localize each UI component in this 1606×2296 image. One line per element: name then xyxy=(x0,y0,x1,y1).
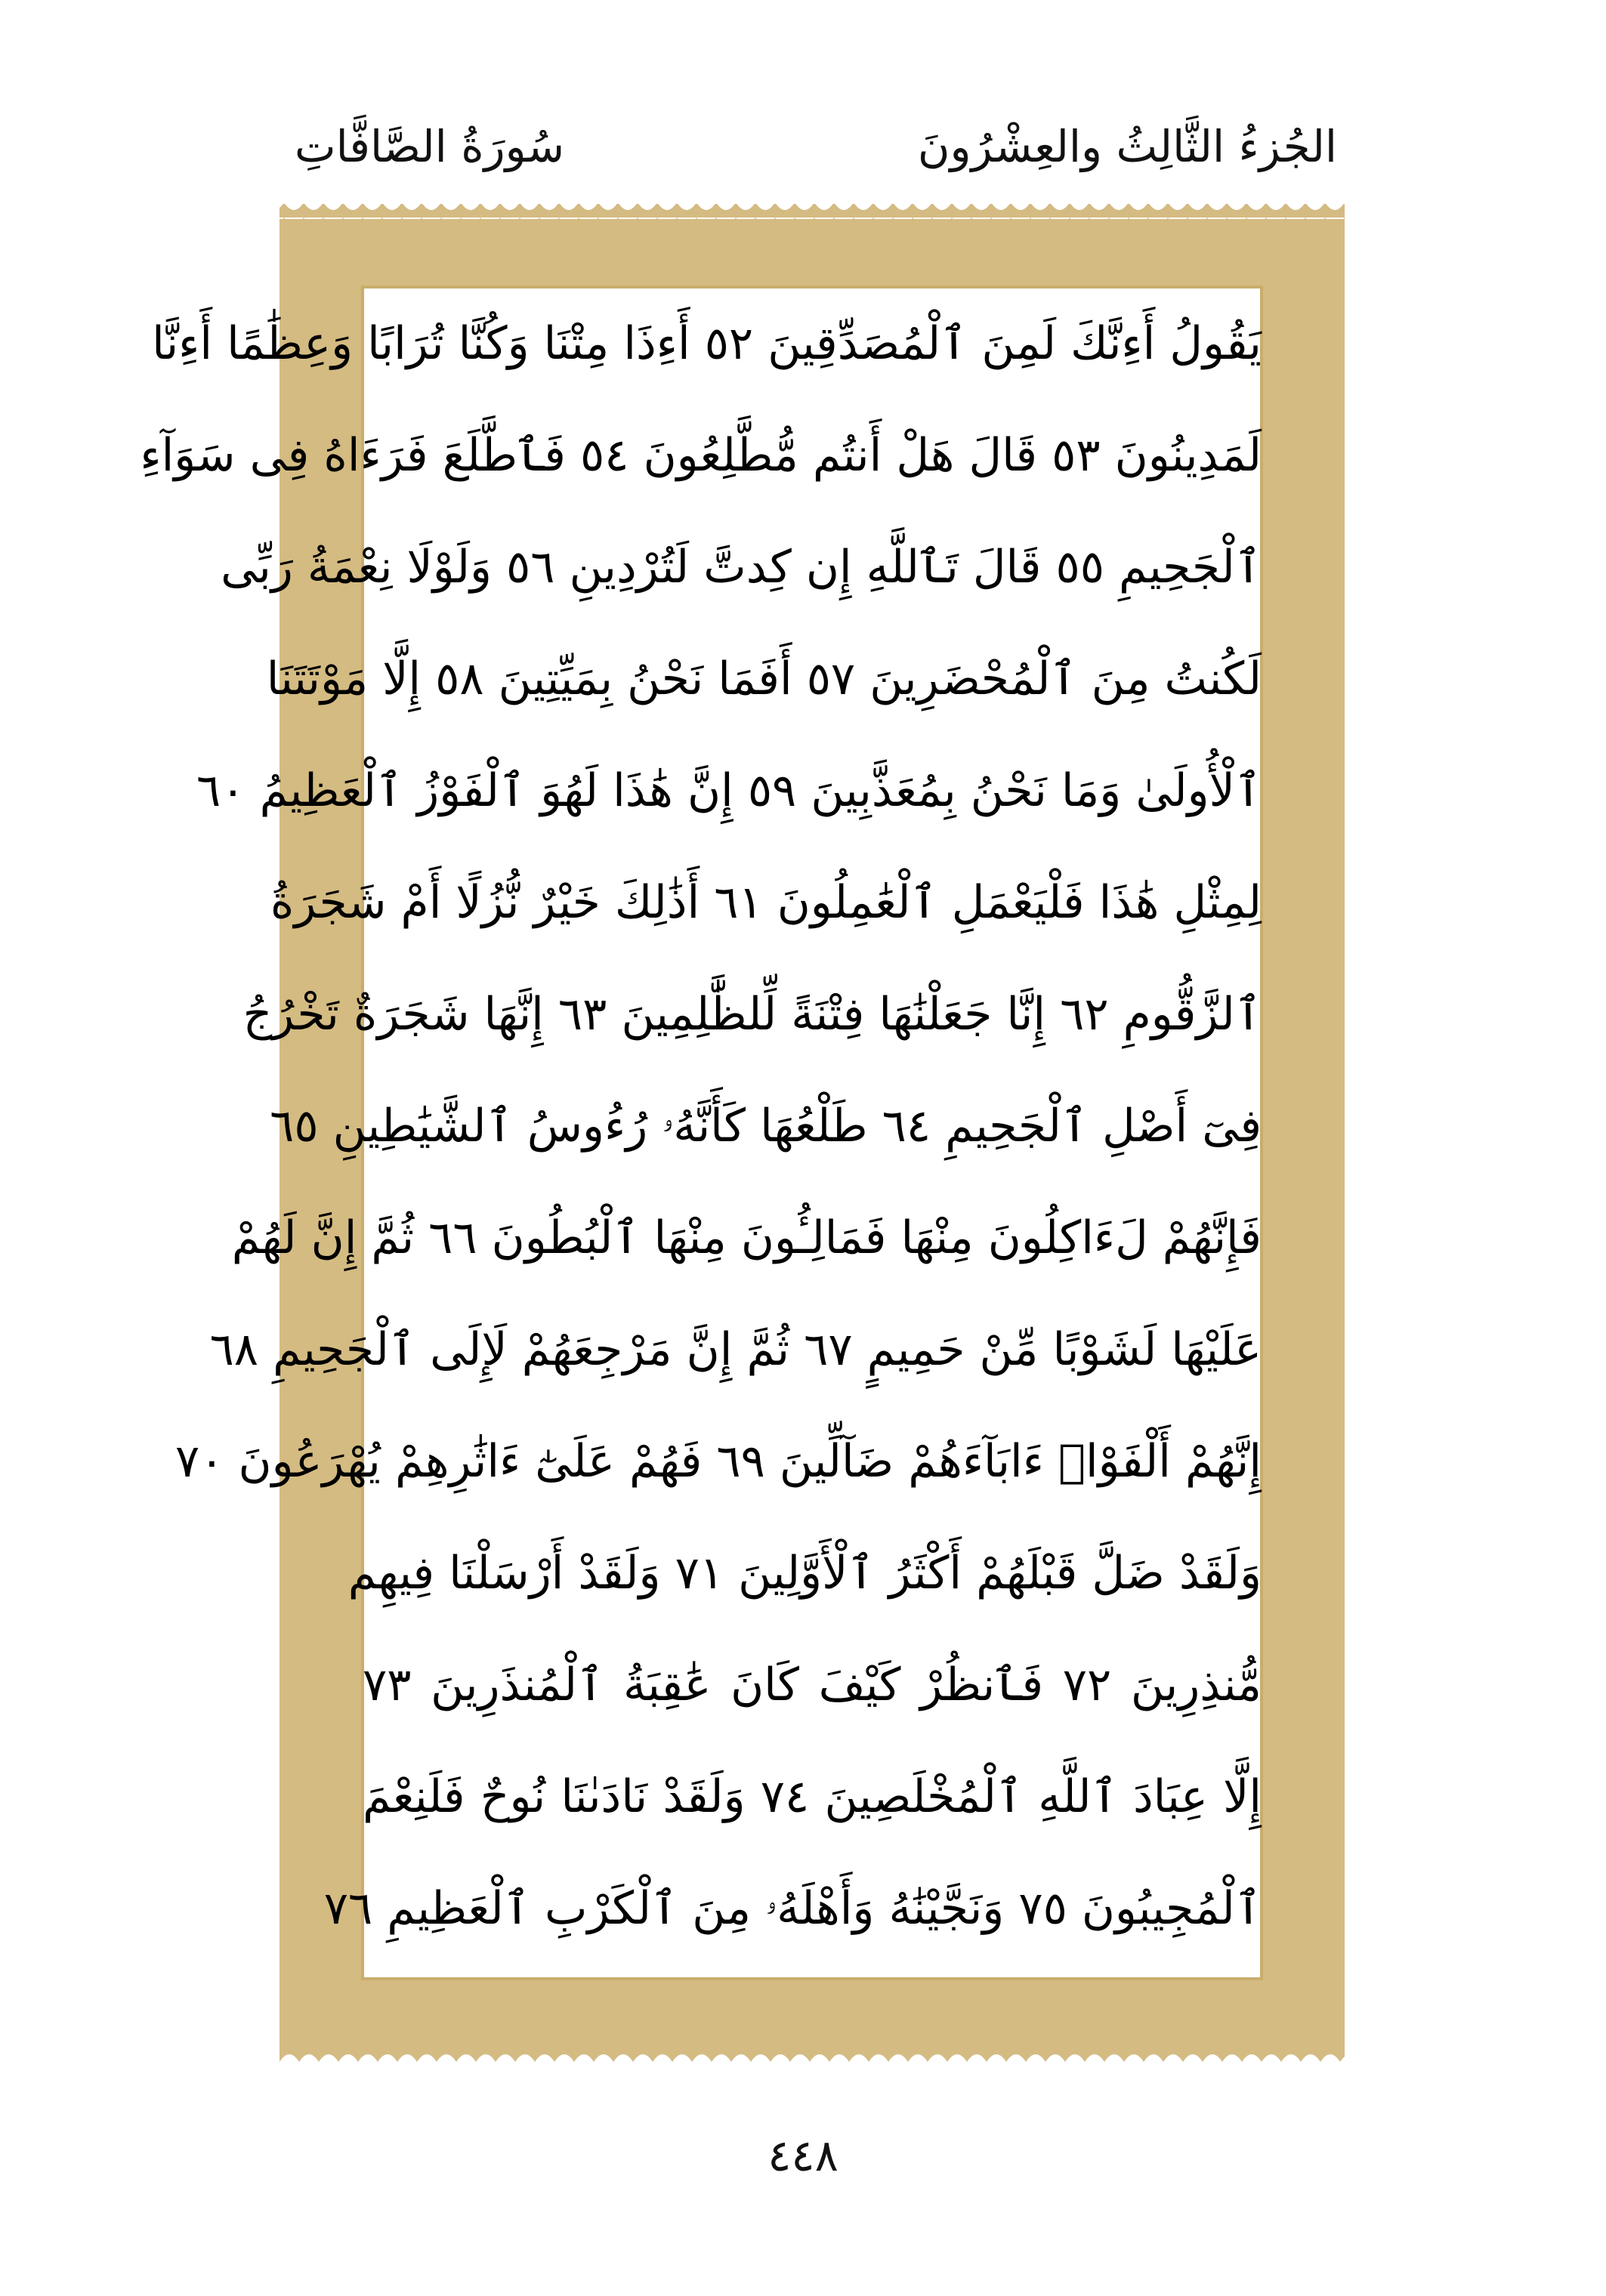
text-line: لَمَدِينُونَ ٥٣ قَالَ هَلْ أَنتُم مُّطَّلِعُونَ ٥٤ فَٱطَّلَعَ فَرَءَاهُ فِى سَوَآءِ xyxy=(140,429,1262,482)
page-header xyxy=(295,113,1337,189)
text-line: ٱلْجَحِيمِ ٥٥ قَالَ تَٱللَّهِ إِن كِدتَّ لَتُرْدِينِ ٥٦ وَلَوْلَا نِعْمَةُ رَبِّى xyxy=(221,541,1262,594)
text-line: عَلَيْهَا لَشَوْبًا مِّنْ حَمِيمٍ ٦٧ ثُمَّ إِنَّ مَرْجِعَهُمْ لَإِلَى ٱلْجَحِيمِ ٦٨ xyxy=(209,1323,1262,1376)
text-line: ٱلْأُولَىٰ وَمَا نَحْنُ بِمُعَذَّبِينَ ٥٩ إِنَّ هَٰذَا لَهُوَ ٱلْفَوْزُ ٱلْعَظِيمُ ٦٠ xyxy=(196,764,1262,817)
quran-text xyxy=(140,291,1262,1975)
text-line: لِمِثْلِ هَٰذَا فَلْيَعْمَلِ ٱلْعَٰمِلُونَ ٦١ أَذَٰلِكَ خَيْرٌ نُّزُلًا أَمْ شَجَرَةُ xyxy=(270,876,1262,929)
text-line: ٱلْمُجِيبُونَ ٧٥ وَنَجَّيْنَٰهُ وَأَهْلَهُۥ مِنَ ٱلْكَرْبِ ٱلْعَظِيمِ ٧٦ xyxy=(323,1882,1262,1935)
juz-title: الجُزءُ الثَّالِثُ والعِشْرُونَ xyxy=(917,121,1337,172)
surah-title: سُورَةُ الصَّافَّاتِ xyxy=(295,121,565,172)
text-line: يَقُولُ أَءِنَّكَ لَمِنَ ٱلْمُصَدِّقِينَ ٥٢ أَءِذَا مِتْنَا وَكُنَّا تُرَابًا وَعِظَٰمًا أَءِنَّا xyxy=(152,317,1262,370)
text-line: لَكُنتُ مِنَ ٱلْمُحْضَرِينَ ٥٧ أَفَمَا نَحْنُ بِمَيِّتِينَ ٥٨ إِلَّا مَوْتَتَنَا xyxy=(266,653,1262,705)
text-line: مُّنذِرِينَ ٧٢ فَٱنظُرْ كَيْفَ كَانَ عَٰقِبَةُ ٱلْمُنذَرِينَ ٧٣ xyxy=(363,1659,1262,1711)
text-line: فِىٓ أَصْلِ ٱلْجَحِيمِ ٦٤ طَلْعُهَا كَأَنَّهُۥ رُءُوسُ ٱلشَّيَٰطِينِ ٦٥ xyxy=(270,1100,1262,1153)
text-line: فَإِنَّهُمْ لَءَاكِلُونَ مِنْهَا فَمَالِـُٔونَ مِنْهَا ٱلْبُطُونَ ٦٦ ثُمَّ إِنَّ لَهُمْ xyxy=(231,1211,1262,1264)
text-line: ٱلزَّقُّومِ ٦٢ إِنَّا جَعَلْنَٰهَا فِتْنَةً لِّلظَّٰلِمِينَ ٦٣ إِنَّهَا شَجَرَةٌ تَخْرُجُ xyxy=(242,988,1262,1041)
text-line: وَلَقَدْ ضَلَّ قَبْلَهُمْ أَكْثَرُ ٱلْأَوَّلِينَ ٧١ وَلَقَدْ أَرْسَلْنَا فِيهِم xyxy=(347,1547,1262,1600)
page-number: ٤٤٨ xyxy=(767,2130,839,2181)
text-line: إِنَّهُمْ أَلْفَوْا۟ ءَابَآءَهُمْ ضَآلِّينَ ٦٩ فَهُمْ عَلَىٰٓ ءَاثَٰرِهِمْ يُهْرَعُونَ ٧٠ xyxy=(175,1435,1262,1488)
text-line: إِلَّا عِبَادَ ٱللَّهِ ٱلْمُخْلَصِينَ ٧٤ وَلَقَدْ نَادَىٰنَا نُوحٌ فَلَنِعْمَ xyxy=(363,1770,1262,1823)
